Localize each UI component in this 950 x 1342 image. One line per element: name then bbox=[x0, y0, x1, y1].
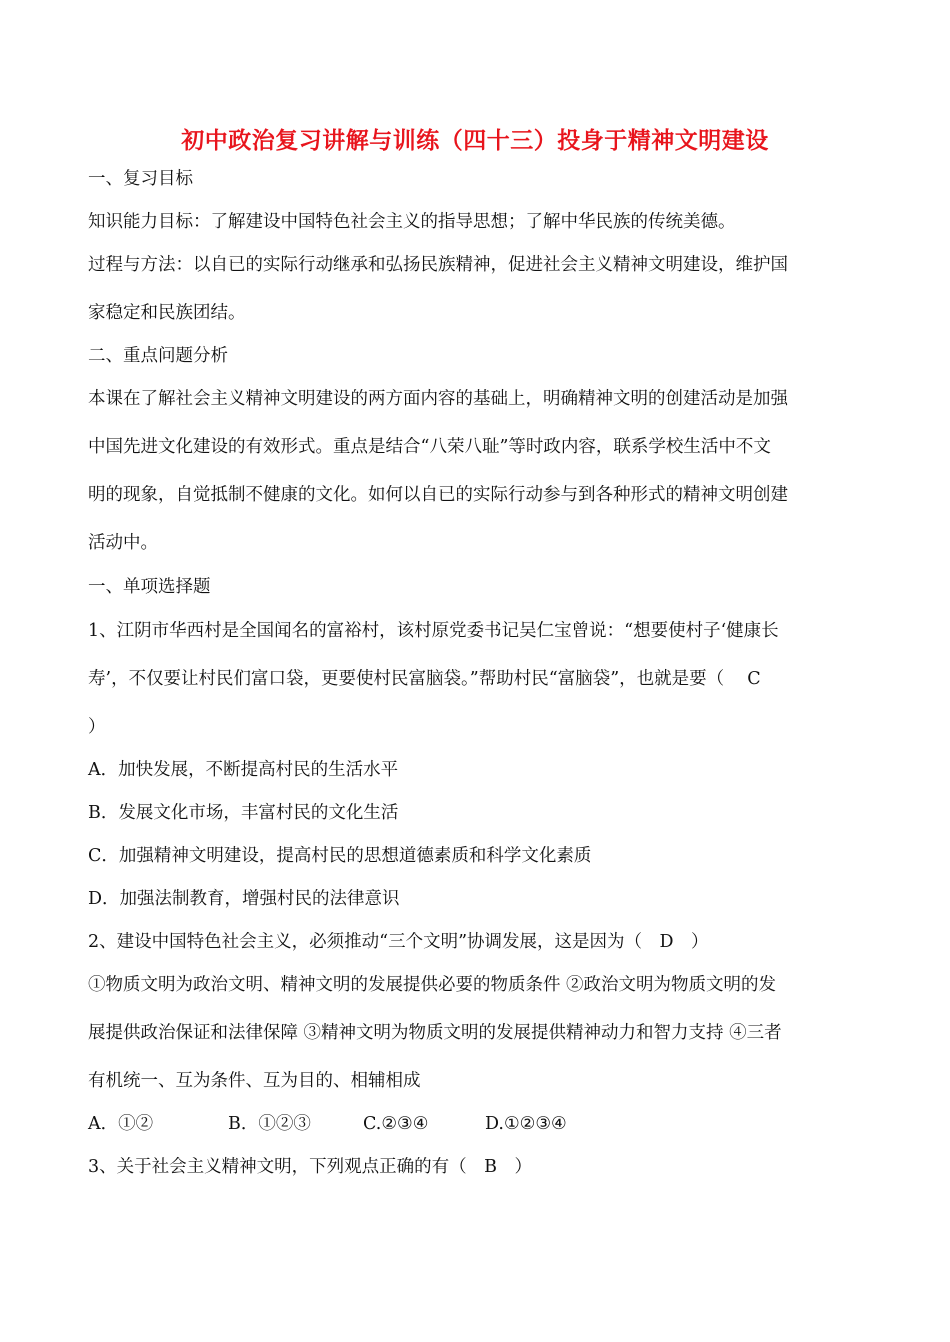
question-1-option-c: C．加强精神文明建设，提高村民的思想道德素质和科学文化素质 bbox=[88, 846, 592, 866]
question-2-option-b: B．①②③ bbox=[228, 1114, 311, 1134]
question-2-line-2: ①物质文明为政治文明、精神文明的发展提供必要的物质条件 ②政治文明为物质文明的发 bbox=[88, 975, 777, 995]
question-1-option-b: B．发展文化市场，丰富村民的文化生活 bbox=[88, 803, 399, 823]
question-1-option-a: A．加快发展，不断提高村民的生活水平 bbox=[88, 760, 399, 780]
analysis-line-2: 中国先进文化建设的有效形式。重点是结合“八荣八耻”等时政内容，联系学校生活中不文 bbox=[88, 437, 771, 457]
analysis-line-1: 本课在了解社会主义精神文明建设的两方面内容的基础上，明确精神文明的创建活动是加强 bbox=[88, 389, 788, 409]
goal-knowledge: 知识能力目标：了解建设中国特色社会主义的指导思想；了解中华民族的传统美德。 bbox=[88, 212, 736, 232]
section-heading-choice: 一、单项选择题 bbox=[88, 577, 211, 597]
question-3-line-1: 3、关于社会主义精神文明，下列观点正确的有（ B ） bbox=[88, 1157, 532, 1177]
section-heading-goals: 一、复习目标 bbox=[88, 169, 193, 189]
section-heading-analysis: 二、重点问题分析 bbox=[88, 346, 228, 366]
question-2-line-1: 2、建设中国特色社会主义，必须推动“三个文明”协调发展，这是因为（ D ） bbox=[88, 932, 709, 952]
question-2-options bbox=[88, 1113, 863, 1135]
goal-process-line-1: 过程与方法：以自已的实际行动继承和弘扬民族精神，促进社会主义精神文明建设，维护国 bbox=[88, 255, 788, 275]
question-2-line-4: 有机统一、互为条件、互为目的、相辅相成 bbox=[88, 1071, 421, 1091]
question-1-option-d: D．加强法制教育，增强村民的法律意识 bbox=[88, 889, 400, 909]
analysis-line-3: 明的现象，自觉抵制不健康的文化。如何以自已的实际行动参与到各种形式的精神文明创建 bbox=[88, 485, 788, 505]
question-2-option-c: C.②③④ bbox=[363, 1114, 429, 1134]
question-2-line-3: 展提供政治保证和法律保障 ③精神文明为物质文明的发展提供精神动力和智力支持 ④三者 bbox=[88, 1023, 782, 1043]
question-2-option-d: D.①②③④ bbox=[485, 1114, 567, 1134]
page-title: 初中政治复习讲解与训练（四十三）投身于精神文明建设 bbox=[181, 128, 769, 154]
analysis-line-4: 活动中。 bbox=[88, 533, 158, 553]
question-1-line-2: 寿’，不仅要让村民们富口袋，更要使村民富脑袋。”帮助村民“富脑袋”，也就是要（ C bbox=[88, 669, 761, 689]
goal-process-line-2: 家稳定和民族团结。 bbox=[88, 303, 246, 323]
question-1-line-1: 1、江阴市华西村是全国闻名的富裕村，该村原党委书记吴仁宝曾说：“想要使村子‘健康长 bbox=[88, 621, 779, 641]
question-1-line-3: ） bbox=[88, 717, 106, 737]
question-2-option-a: A．①② bbox=[88, 1114, 154, 1134]
